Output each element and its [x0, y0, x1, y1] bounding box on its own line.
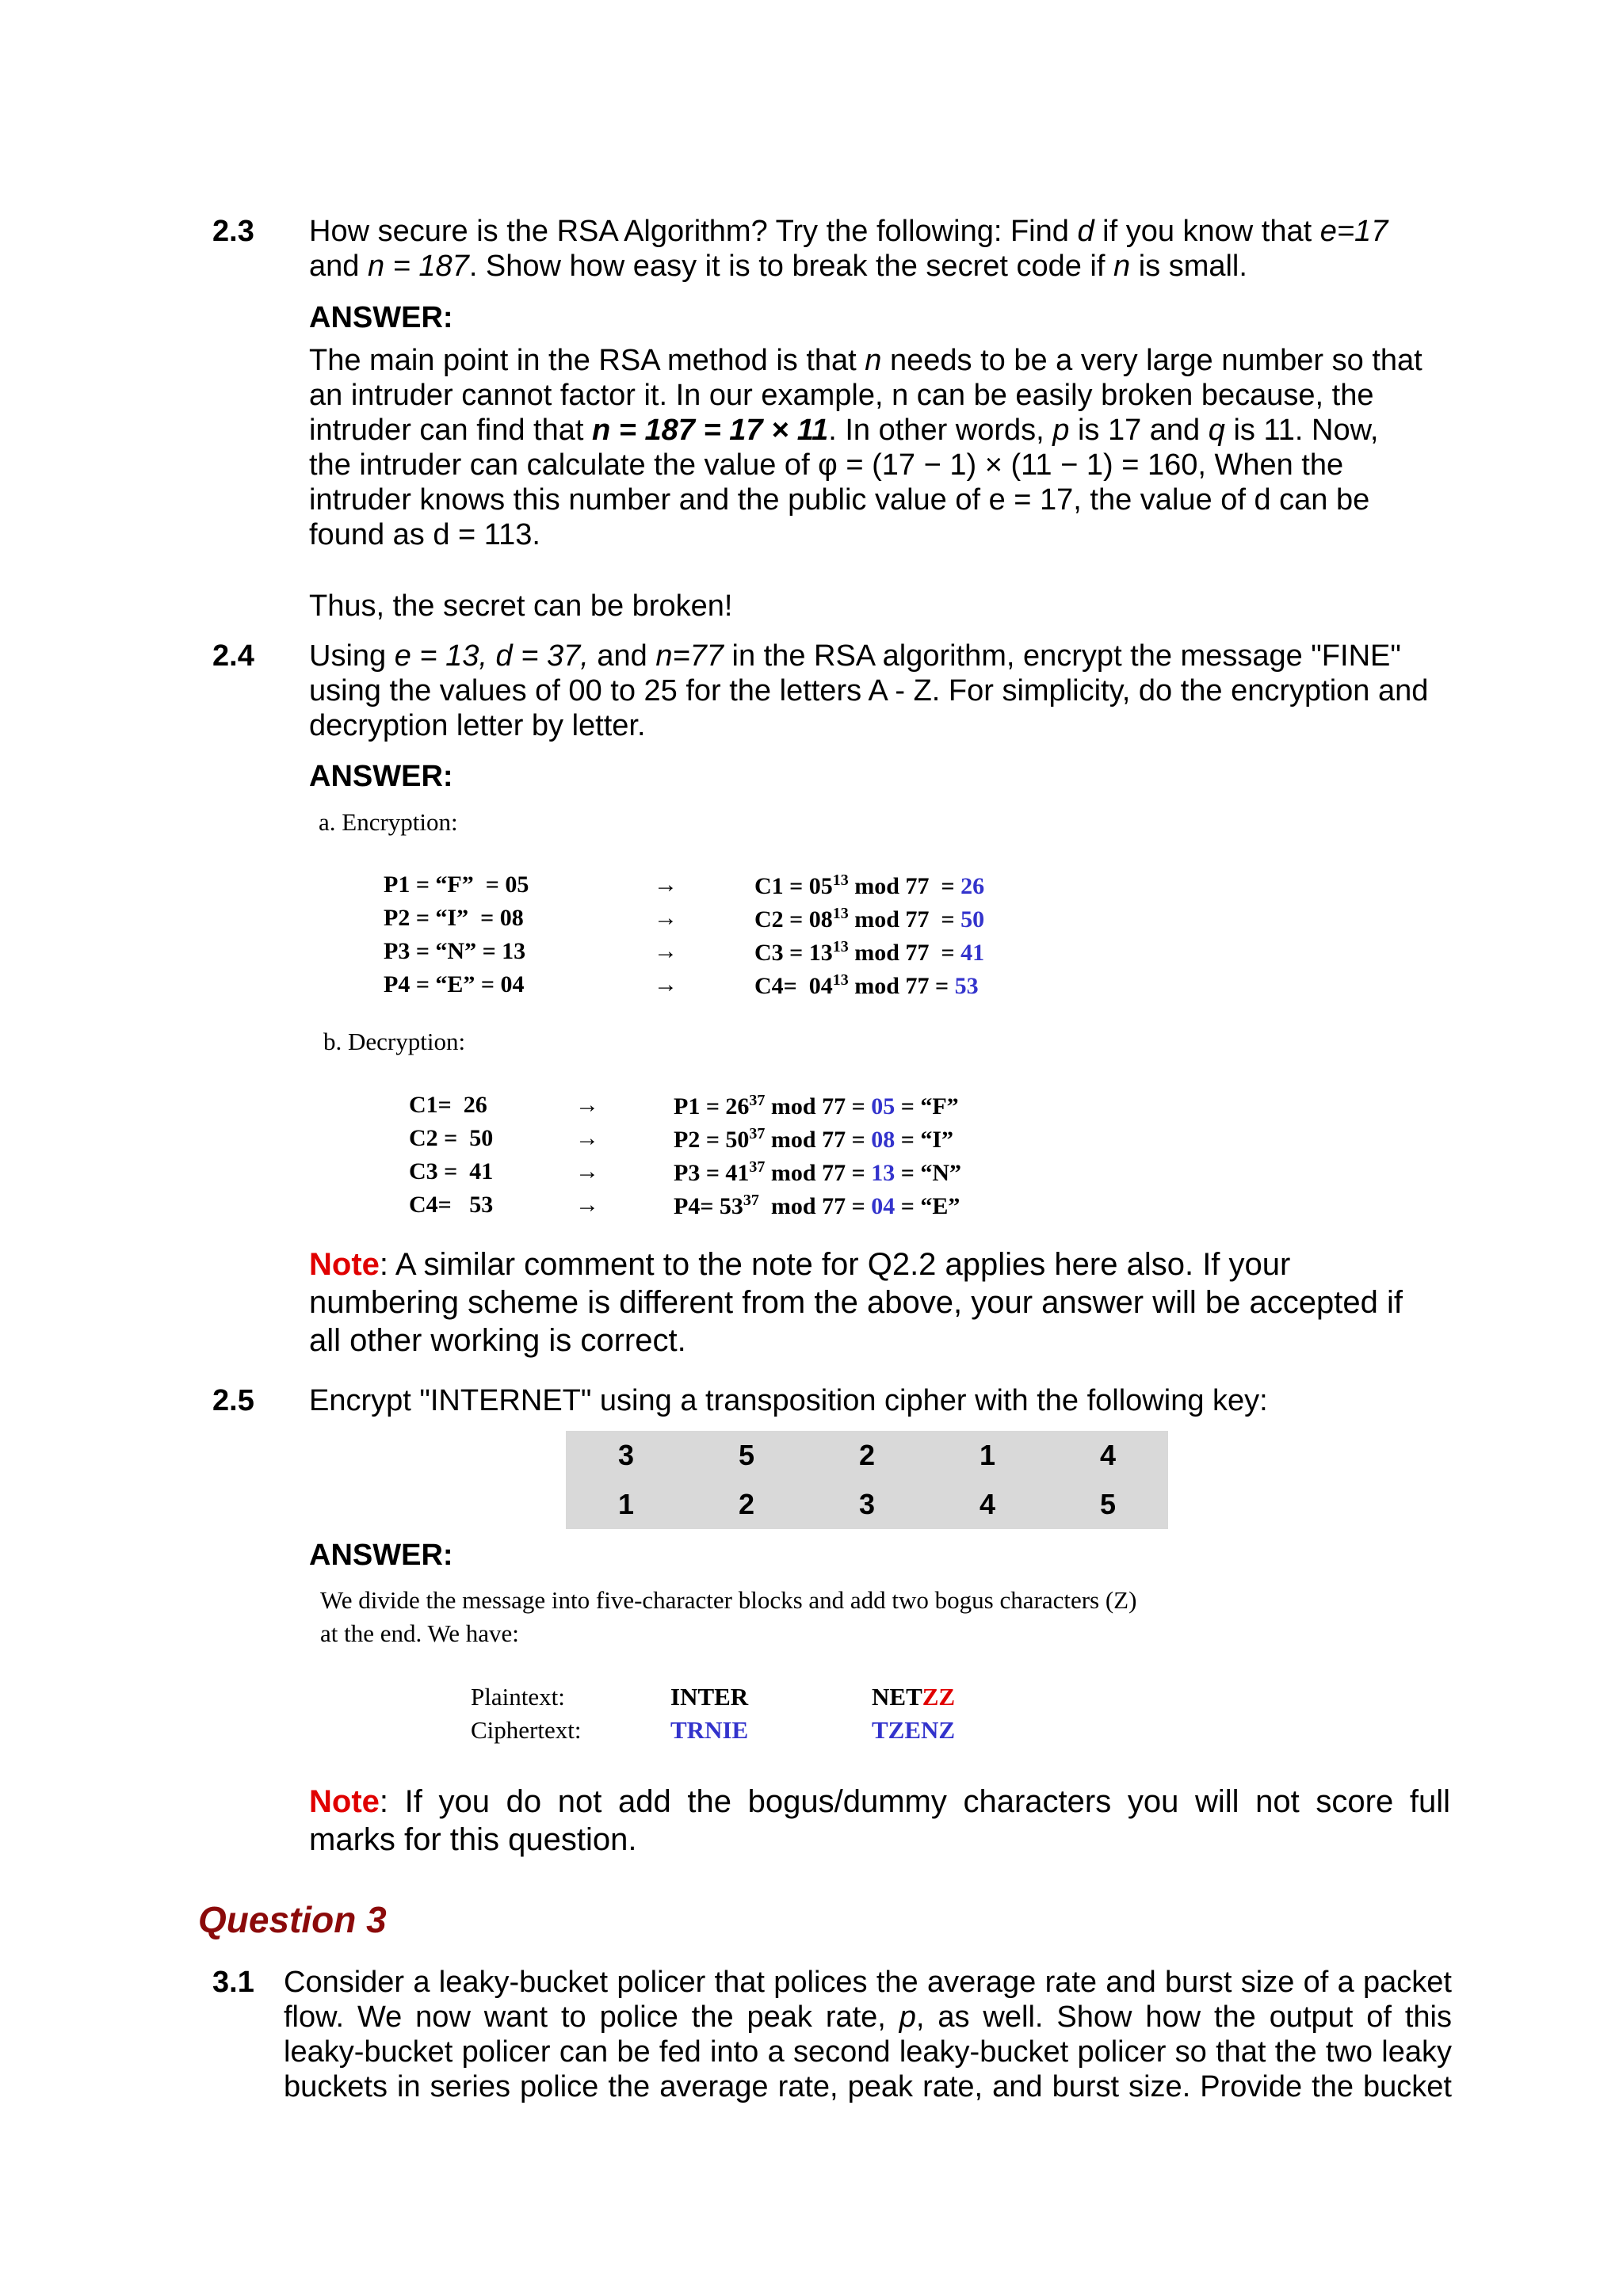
- key-cell: 2: [858, 1439, 876, 1471]
- question-number-2-3: 2.3: [212, 215, 254, 248]
- table-row: [566, 1431, 1168, 1480]
- note-2-5: Note: If you do not add the bogus/dummy characters you will not score full marks for this question.: [309, 1784, 1450, 1857]
- dec-cipher-3: C3 = 41: [409, 1158, 494, 1184]
- key-cell: 1: [979, 1439, 996, 1471]
- answer-label-2-5: ANSWER:: [309, 1539, 453, 1572]
- decryption-title: b. Decryption:: [323, 1028, 466, 1055]
- answer-2-3-text: The main point in the RSA method is that n needs to be a very large number so that an intruder cannot factor it. In our example, n can be easily broken because, the intruder can find that n = 187 = 17 × 11. In other words, p is 17 and q is 11. Now, the intruder can calculate the value of φ = (17 − 1) × (11 − 1) = 160, When the intruder knows this number and the public value of e = 17, the value of d can be found as d = 113.: [309, 344, 1423, 551]
- dec-plain-4: $P4= 53^{37}$ mod 77 = 04 = “E”: [674, 1192, 960, 1219]
- answer-2-5-line-1: We divide the message into five-character blocks and add two bogus characters (Z): [320, 1586, 1137, 1614]
- enc-plain-3: P3 = “N” = 13: [384, 938, 526, 964]
- dec-cipher-2: C2 = 50: [409, 1125, 494, 1151]
- arrow-icon: →: [654, 938, 678, 964]
- ciphertext-block-2: TZENZ: [872, 1716, 956, 1744]
- dec-cipher-4: C4= 53: [409, 1192, 494, 1218]
- dec-plain-1: $P1 = 26^{37}$ mod 77 = 05 = “F”: [674, 1092, 959, 1119]
- plaintext-block-1: INTER: [670, 1683, 749, 1711]
- key-cell: 1: [617, 1488, 635, 1520]
- answer-2-3-conclusion: Thus, the secret can be broken!: [309, 589, 733, 623]
- arrow-icon: →: [654, 971, 678, 997]
- arrow-icon: →: [654, 871, 678, 898]
- question-3-1-text: Consider a leaky-bucket policer that polices the average rate and burst size of a packet flow. We now want to police the peak rate, p, as well. Show how the output of this leaky-bucket policer can be fed into a second leaky-bucket policer so that the two leaky buckets in series police the average rate, peak rate, and burst size. Provide the bucket: [284, 1966, 1452, 2103]
- arrow-icon: →: [575, 1125, 599, 1151]
- enc-cipher-2: $C2 = 08^{13}$ mod 77 = 50: [754, 905, 985, 933]
- key-cell: 4: [1099, 1439, 1117, 1471]
- question-number-2-4: 2.4: [212, 639, 254, 673]
- key-cell: 4: [979, 1488, 996, 1520]
- question-3-heading: Question 3: [198, 1899, 387, 1940]
- key-cell: 5: [738, 1439, 755, 1471]
- arrow-icon: →: [654, 905, 678, 931]
- question-2-4-text: Using e = 13, d = 37, and n=77 in the RSA algorithm, encrypt the message "FINE" using the values of 00 to 25 for the letters A - Z. For simplicity, do the encryption and decryption letter by letter.: [309, 639, 1429, 742]
- answer-2-5-line-2: at the end. We have:: [320, 1619, 519, 1647]
- enc-cipher-1: $C1 = 05^{13}$ mod 77 = 26: [754, 871, 985, 899]
- ciphertext-block-1: TRNIE: [670, 1716, 749, 1744]
- enc-plain-2: P2 = “I” = 08: [384, 905, 524, 931]
- enc-plain-4: P4 = “E” = 04: [384, 971, 525, 997]
- ciphertext-label: Ciphertext:: [471, 1716, 582, 1744]
- enc-cipher-3: $C3 = 13^{13}$ mod 77 = 41: [754, 938, 985, 966]
- transposition-key-table: [566, 1431, 1168, 1529]
- enc-plain-1: P1 = “F” = 05: [384, 871, 529, 898]
- arrow-icon: →: [575, 1092, 599, 1118]
- question-number-3-1: 3.1: [212, 1966, 254, 1999]
- question-number-2-5: 2.5: [212, 1384, 254, 1417]
- arrow-icon: →: [575, 1192, 599, 1218]
- note-2-4: Note: A similar comment to the note for Q2.2 applies here also. If your numbering scheme is different from the above, your answer will be accepted if all other working is correct.: [309, 1247, 1403, 1358]
- arrow-icon: →: [575, 1158, 599, 1184]
- plaintext-label: Plaintext:: [471, 1683, 565, 1711]
- key-cell: 5: [1099, 1488, 1117, 1520]
- question-2-5-text: Encrypt "INTERNET" using a transposition cipher with the following key:: [309, 1384, 1268, 1417]
- key-cell: 3: [617, 1439, 635, 1471]
- plaintext-block-2: NETZZ: [872, 1683, 956, 1711]
- dec-plain-3: $P3 = 41^{37}$ mod 77 = 13 = “N”: [674, 1158, 961, 1186]
- key-cell: 3: [858, 1488, 876, 1520]
- dec-cipher-1: C1= 26: [409, 1092, 487, 1118]
- answer-label-2-3: ANSWER:: [309, 301, 453, 334]
- answer-label-2-4: ANSWER:: [309, 760, 453, 793]
- dec-plain-2: $P2 = 50^{37}$ mod 77 = 08 = “I”: [674, 1125, 953, 1153]
- question-2-3-text: How secure is the RSA Algorithm? Try the following: Find d if you know that e=17 and n = 187. Show how easy it is to break the secret code if n is small.: [309, 215, 1388, 283]
- key-cell: 2: [738, 1488, 755, 1520]
- enc-cipher-4: $C4= 04^{13}$ mod 77 = 53: [754, 971, 979, 999]
- encryption-title: a. Encryption:: [319, 808, 458, 836]
- table-row: [566, 1480, 1168, 1529]
